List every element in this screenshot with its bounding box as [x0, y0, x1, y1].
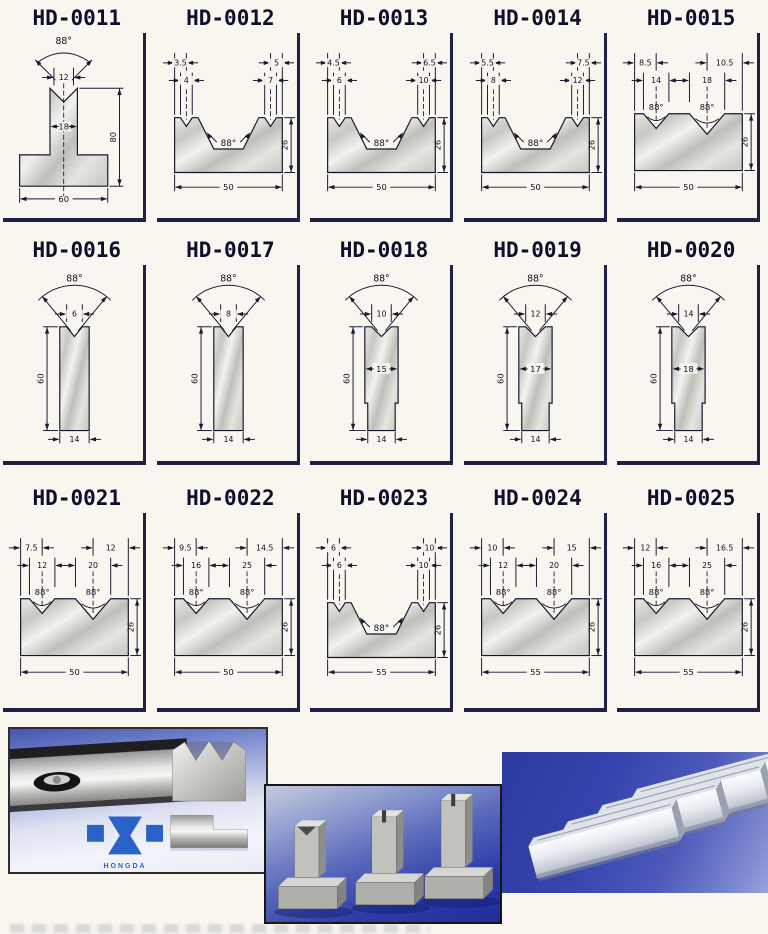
die-cell	[307, 486, 461, 712]
svg-text:5: 5	[273, 58, 279, 68]
die-row	[0, 238, 768, 465]
svg-text:6: 6	[337, 75, 343, 85]
svg-text:88°: 88°	[700, 586, 715, 597]
svg-text:50: 50	[683, 182, 695, 193]
photo-die-holder-closeup	[8, 727, 268, 874]
die-drawing-box	[157, 33, 300, 222]
svg-text:16.5: 16.5	[716, 543, 734, 553]
svg-text:88°: 88°	[188, 586, 204, 597]
die-drawing-box	[464, 513, 607, 712]
die-technical-drawing	[157, 265, 297, 461]
svg-text:6: 6	[331, 543, 337, 553]
die-cell	[0, 486, 154, 712]
die-drawing-box	[310, 33, 453, 222]
svg-text:26: 26	[586, 139, 597, 151]
die-cell	[614, 6, 768, 222]
die-cell	[614, 238, 768, 465]
svg-text:26: 26	[125, 621, 136, 633]
svg-text:18: 18	[702, 75, 713, 85]
svg-text:10: 10	[424, 543, 435, 553]
die-model-title: HD-0015	[646, 6, 736, 30]
die-technical-drawing	[310, 513, 450, 708]
hongda-logo-text: HONGDA	[103, 863, 147, 870]
svg-text:4.5: 4.5	[327, 58, 340, 68]
svg-text:60: 60	[495, 373, 506, 384]
photo-die-blocks	[264, 784, 502, 924]
die-model-title: HD-0018	[339, 238, 429, 262]
die-model-title: HD-0020	[646, 238, 736, 262]
die-model-title: HD-0025	[646, 486, 736, 510]
die-blocks-photo-art	[266, 786, 500, 922]
svg-text:10: 10	[418, 560, 429, 570]
svg-text:15: 15	[376, 363, 387, 374]
die-model-title: HD-0021	[32, 486, 122, 510]
die-technical-drawing	[617, 265, 757, 461]
svg-text:14: 14	[69, 434, 80, 444]
svg-text:10: 10	[376, 309, 387, 319]
svg-text:88°: 88°	[66, 273, 83, 285]
die-cell	[154, 486, 308, 712]
svg-text:14: 14	[683, 309, 694, 319]
die-model-title: HD-0014	[493, 6, 582, 30]
die-cell	[154, 6, 308, 222]
die-cell	[461, 486, 615, 712]
die-drawing-box	[310, 265, 453, 465]
svg-text:20: 20	[88, 560, 99, 570]
svg-text:12: 12	[105, 543, 116, 553]
svg-text:14.5: 14.5	[255, 543, 274, 553]
die-cell	[614, 486, 768, 712]
die-drawing-box	[3, 33, 146, 222]
die-cell	[154, 238, 308, 465]
svg-text:12: 12	[572, 75, 583, 85]
svg-text:10: 10	[418, 75, 429, 85]
svg-text:26: 26	[740, 621, 751, 633]
die-model-title: HD-0024	[493, 486, 582, 510]
die-drawing-box	[617, 33, 760, 222]
svg-text:8: 8	[225, 309, 231, 319]
die-technical-drawing	[157, 513, 297, 708]
die-technical-drawing	[464, 265, 604, 461]
svg-text:16: 16	[190, 560, 201, 570]
die-technical-drawing	[464, 513, 604, 708]
svg-text:88°: 88°	[239, 586, 255, 597]
die-model-title: HD-0016	[32, 238, 122, 262]
die-cell	[461, 6, 615, 222]
die-model-title: HD-0022	[186, 486, 275, 510]
svg-text:88°: 88°	[220, 139, 236, 150]
svg-text:88°: 88°	[546, 586, 562, 597]
svg-text:88°: 88°	[373, 273, 390, 285]
die-drawing-box	[3, 513, 146, 712]
svg-text:6: 6	[337, 560, 343, 570]
die-cell	[307, 6, 461, 222]
svg-text:12: 12	[58, 72, 69, 82]
svg-text:7.5: 7.5	[576, 58, 590, 68]
svg-text:88°: 88°	[649, 101, 664, 112]
die-technical-drawing	[3, 265, 143, 461]
svg-text:26: 26	[432, 624, 443, 636]
die-model-title: HD-0011	[32, 6, 122, 30]
die-technical-drawing	[3, 513, 143, 708]
die-technical-drawing	[617, 513, 757, 708]
svg-text:6.5: 6.5	[423, 58, 436, 68]
die-drawing-box	[3, 265, 146, 465]
die-rails-photo-art	[502, 752, 768, 893]
die-drawing-box	[157, 265, 300, 465]
die-model-title: HD-0023	[339, 486, 429, 510]
svg-text:50: 50	[529, 182, 541, 193]
die-cell	[0, 238, 154, 465]
svg-text:15: 15	[566, 543, 577, 553]
die-model-title: HD-0017	[186, 238, 275, 262]
die-drawing-box	[617, 265, 760, 465]
svg-text:14: 14	[683, 434, 694, 444]
die-row	[0, 486, 768, 712]
svg-text:88°: 88°	[55, 36, 72, 48]
die-technical-drawing	[310, 265, 450, 461]
svg-text:10.5: 10.5	[716, 58, 734, 68]
svg-text:88°: 88°	[527, 139, 544, 150]
svg-text:26: 26	[432, 139, 443, 151]
svg-text:5.5: 5.5	[481, 58, 494, 68]
die-technical-drawing	[464, 33, 604, 218]
svg-text:3.5: 3.5	[173, 58, 187, 68]
svg-text:12: 12	[37, 560, 48, 570]
svg-text:50: 50	[69, 667, 80, 678]
die-cell	[307, 238, 461, 465]
die-drawing-box	[617, 513, 760, 712]
svg-text:88°: 88°	[680, 273, 698, 285]
svg-text:60: 60	[35, 373, 46, 384]
svg-text:50: 50	[222, 182, 234, 193]
die-technical-drawing	[617, 33, 757, 218]
die-model-title: HD-0013	[339, 6, 429, 30]
svg-text:60: 60	[189, 373, 200, 384]
svg-text:14: 14	[651, 75, 662, 85]
die-technical-drawing	[310, 33, 450, 218]
svg-text:88°: 88°	[219, 273, 237, 285]
svg-text:26: 26	[279, 139, 290, 151]
svg-text:25: 25	[702, 560, 713, 570]
svg-text:60: 60	[341, 373, 352, 384]
svg-text:26: 26	[586, 621, 597, 633]
svg-text:55: 55	[683, 667, 695, 678]
svg-text:12: 12	[640, 543, 651, 553]
svg-text:10: 10	[487, 543, 498, 553]
svg-text:55: 55	[529, 667, 541, 678]
svg-text:12: 12	[530, 309, 541, 319]
die-drawing-box	[464, 33, 607, 222]
die-technical-drawing	[157, 33, 297, 218]
svg-text:12: 12	[497, 560, 508, 570]
svg-text:60: 60	[649, 373, 660, 384]
svg-text:18: 18	[58, 121, 69, 132]
die-row	[0, 6, 768, 222]
svg-text:8.5: 8.5	[639, 58, 652, 68]
svg-text:26: 26	[279, 621, 290, 633]
svg-text:80: 80	[108, 131, 119, 143]
svg-text:14: 14	[376, 434, 387, 444]
svg-text:18: 18	[683, 363, 695, 374]
svg-text:88°: 88°	[700, 101, 715, 112]
svg-text:60: 60	[58, 193, 69, 204]
svg-text:17: 17	[529, 363, 541, 374]
svg-text:4: 4	[183, 75, 189, 85]
svg-text:26: 26	[740, 136, 751, 148]
photo-die-rails	[502, 752, 768, 893]
svg-text:7: 7	[267, 75, 273, 85]
hongda-logo	[87, 808, 163, 870]
svg-text:50: 50	[222, 667, 234, 678]
svg-text:55: 55	[376, 667, 387, 678]
svg-text:88°: 88°	[373, 624, 390, 635]
svg-text:88°: 88°	[373, 139, 390, 150]
svg-text:88°: 88°	[649, 586, 664, 597]
die-drawing-box	[157, 513, 300, 712]
svg-text:88°: 88°	[495, 586, 511, 597]
svg-text:8: 8	[490, 75, 496, 85]
die-drawing-box	[464, 265, 607, 465]
svg-text:9.5: 9.5	[178, 543, 192, 553]
svg-text:25: 25	[241, 560, 252, 570]
die-cell	[461, 238, 615, 465]
svg-text:16: 16	[651, 560, 662, 570]
die-model-title: HD-0012	[186, 6, 275, 30]
svg-text:88°: 88°	[527, 273, 544, 285]
svg-text:6: 6	[71, 309, 77, 319]
scan-artifact	[10, 924, 430, 933]
svg-text:7.5: 7.5	[25, 543, 38, 553]
die-cell	[0, 6, 154, 222]
die-drawing-box	[310, 513, 453, 712]
svg-text:14: 14	[530, 434, 541, 444]
svg-text:88°: 88°	[85, 586, 101, 597]
svg-text:88°: 88°	[34, 586, 50, 597]
svg-text:50: 50	[376, 182, 387, 193]
svg-text:20: 20	[548, 560, 559, 570]
hongda-logo-icon	[87, 808, 163, 863]
die-technical-drawing	[3, 33, 143, 218]
die-model-title: HD-0019	[493, 238, 582, 262]
svg-text:14: 14	[223, 434, 234, 444]
